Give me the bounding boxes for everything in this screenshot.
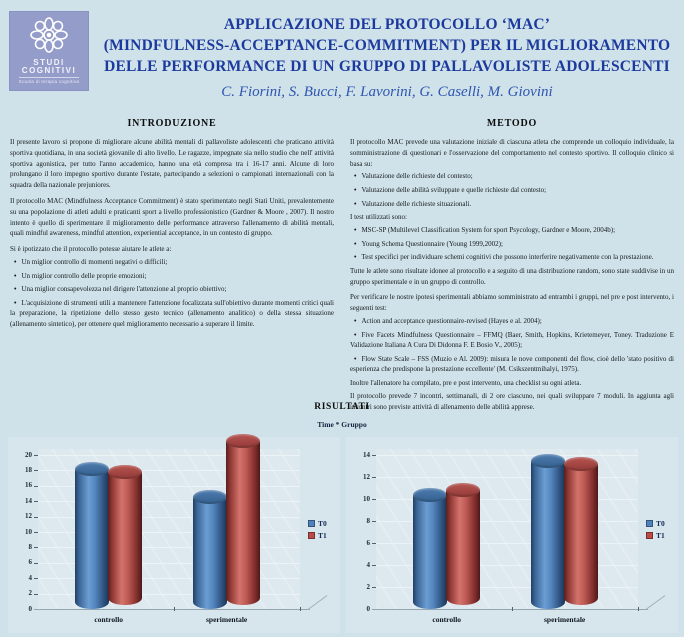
bullet-dot: • <box>354 199 357 208</box>
legend-label-T0: T0 <box>318 519 327 528</box>
bar-body <box>226 441 260 605</box>
method-paragraph-1: Il protocollo MAC prevede una valutazione iniziale di ciascuna atleta che comprende un colloquio individuale, la somministrazione di questionari e l'osservazione del comportamento nel contesto sportivo. Il colloquio clinico si basa su: <box>350 138 674 168</box>
legend-swatch-T0 <box>308 520 315 527</box>
bullet-item <box>350 171 674 182</box>
y-axis-tick-mark <box>34 486 38 487</box>
gridline <box>38 455 300 456</box>
results-heading: RISULTATI <box>314 402 370 412</box>
y-axis-tick-mark <box>34 578 38 579</box>
intro-bullet-list <box>10 257 334 330</box>
x-axis-category-label: sperimentale <box>544 615 586 624</box>
bullet-item <box>350 330 674 351</box>
y-axis-tick-label: 14 <box>363 450 370 459</box>
y-axis-tick-mark <box>372 477 376 478</box>
results-subtitle: Time * Gruppo <box>317 420 367 429</box>
method-section <box>350 118 674 417</box>
legend-label-T0: T0 <box>656 519 665 528</box>
y-axis-tick-label: 12 <box>363 472 370 481</box>
legend-row <box>308 531 327 540</box>
y-axis-tick-label: 16 <box>25 481 32 490</box>
method-heading: METODO <box>486 118 538 129</box>
method-paragraph-6: Il protocollo prevede 7 incontri, settimanali, di 2 ore ciascuno, nei quali sviluppare 7 moduli. In aggiunta agli incontri sono previste attività di allenamento delle abilità apprese. <box>350 391 674 411</box>
legend-row <box>646 531 665 540</box>
y-axis-tick-label: 10 <box>25 527 32 536</box>
bullet-item <box>350 239 674 250</box>
bullet-dot: • <box>14 257 17 266</box>
bar-top-cap <box>226 434 260 448</box>
bar-T0-sperimentale <box>531 461 565 610</box>
chart-legend <box>646 519 665 540</box>
y-axis-tick-label: 6 <box>28 558 32 567</box>
bullet-text: Valutazione delle richieste situazionali. <box>361 199 472 208</box>
bar-top-cap <box>108 465 142 479</box>
bullet-text: Test specifici per individuare schemi cognitivi che possono interferire negativamente con la prestazione. <box>361 253 654 262</box>
floor-perspective-edge <box>645 595 665 610</box>
y-axis-tick-label: 4 <box>28 573 32 582</box>
poster-title <box>100 14 674 77</box>
method-paragraph-4: Per verificare le nostre ipotesi sperimentali abbiamo somministrato ad entrambi i gruppi, nel pre e post intervento, i seguenti test: <box>350 293 674 313</box>
method-paragraph-5: Inoltre l'allenatore ha compilato, pre e post intervento, una checklist su ogni atleta. <box>350 378 582 387</box>
y-axis-tick-mark <box>34 517 38 518</box>
results-chart-right <box>346 437 678 633</box>
flower-logo-icon <box>27 17 71 57</box>
title-line-1: APPLICAZIONE DEL PROTOCOLLO ‘MAC’ <box>223 16 551 33</box>
bullet-text: Young Schema Questionnaire (Young 1999,2002); <box>361 239 503 248</box>
bullet-text: Action and acceptance questionnaire-revised (Hayes e al. 2004); <box>361 316 542 325</box>
bullet-dot: • <box>14 271 17 280</box>
y-axis-tick-mark <box>34 563 38 564</box>
y-axis-tick-label: 20 <box>25 450 32 459</box>
bar-top-cap <box>75 462 109 476</box>
y-axis-tick-mark <box>372 587 376 588</box>
bar-body <box>75 469 109 609</box>
x-axis-category-label: controllo <box>432 615 462 624</box>
bar-top-cap <box>446 483 480 497</box>
bar-body <box>193 497 227 609</box>
gridline <box>376 477 638 478</box>
gridline <box>376 455 638 456</box>
y-axis-tick-mark <box>372 521 376 522</box>
bullet-item <box>350 354 674 375</box>
title-line-2: (MINDFULNESS-ACCEPTANCE-COMMITMENT) PER IL MIGLIORAMENTO <box>103 37 671 54</box>
legend-swatch-T1 <box>646 532 653 539</box>
introduction-heading: INTRODUZIONE <box>127 118 217 129</box>
bullet-text: Un miglior controllo di momenti negativi o difficili; <box>21 257 168 266</box>
bar-T0-sperimentale <box>193 497 227 609</box>
y-axis-tick-label: 8 <box>28 542 32 551</box>
bullet-item <box>10 298 334 330</box>
bullet-text: Five Facets Mindfulness Questionnaire – FFMQ (Baer, Smith, Hopkins, Krietemeyer, Toney. Traduzione E Validazione Italiana A Cura Di Didonna F. E Bosio V., 2005); <box>350 330 674 350</box>
y-axis-tick-mark <box>372 499 376 500</box>
legend-row <box>646 519 665 528</box>
y-axis-tick-mark <box>372 565 376 566</box>
legend-label-T1: T1 <box>318 531 327 540</box>
y-axis-tick-label: 12 <box>25 512 32 521</box>
logo-org-name: STUDI COGNITIVI <box>21 58 77 75</box>
y-axis-tick-label: 2 <box>366 582 370 591</box>
bar-T1-sperimentale <box>226 441 260 605</box>
intro-paragraph-3: Si è ipotizzato che il protocollo potesse aiutare le atlete a: <box>10 245 172 254</box>
method-bullet-list-3 <box>350 316 674 375</box>
x-axis-category-label: sperimentale <box>206 615 248 624</box>
y-axis-tick-label: 2 <box>28 589 32 598</box>
bullet-item <box>350 225 674 236</box>
bullet-dot: • <box>354 316 357 325</box>
x-axis-tick-mark <box>300 607 301 611</box>
method-paragraph-2: I test utilizzati sono: <box>350 213 407 222</box>
bullet-item <box>10 284 334 295</box>
y-axis-tick-label: 4 <box>366 560 370 569</box>
x-axis-tick-mark <box>512 607 513 611</box>
method-paragraph-3: Tutte le atlete sono risultate idonee al protocollo e a seguito di una distribuzione random, sono state suddivise in un gruppo sperimentale e in un gruppo di controllo. <box>350 266 674 286</box>
y-axis-tick-label: 8 <box>366 516 370 525</box>
bar-T0-controllo <box>413 495 447 609</box>
x-axis-tick-mark <box>174 607 175 611</box>
bullet-dot: • <box>354 239 357 248</box>
bullet-dot: • <box>354 172 357 181</box>
legend-row <box>308 519 327 528</box>
x-axis-tick-mark <box>638 607 639 611</box>
bullet-dot: • <box>354 185 357 194</box>
x-axis-line <box>372 609 648 610</box>
bullet-item <box>10 257 334 268</box>
legend-swatch-T0 <box>646 520 653 527</box>
y-axis-tick-label: 0 <box>28 604 32 613</box>
title-line-3: DELLE PERFORMANCE DI UN GRUPPO DI PALLAVOLISTE ADOLESCENTI <box>104 58 670 75</box>
y-axis-tick-mark <box>34 547 38 548</box>
bar-T1-sperimentale <box>564 464 598 605</box>
bullet-dot: • <box>354 354 357 363</box>
studi-cognitivi-logo <box>10 12 88 90</box>
y-axis-tick-label: 10 <box>363 494 370 503</box>
bullet-text: Una miglior consapevolezza nel dirigere l'attenzione al proprio obiettivo; <box>21 285 227 294</box>
bullet-text: MSC-SP (Multilevel Classification System for sport Psycology, Gardner e Moore, 2004b); <box>361 225 616 234</box>
y-axis-tick-mark <box>372 455 376 456</box>
y-axis-tick-label: 14 <box>25 496 32 505</box>
bullet-text: Valutazione delle richieste del contesto; <box>361 172 473 181</box>
y-axis-tick-mark <box>372 543 376 544</box>
floor-perspective-edge <box>307 595 327 610</box>
bar-top-cap <box>564 457 598 471</box>
x-axis-line <box>34 609 310 610</box>
legend-label-T1: T1 <box>656 531 665 540</box>
bullet-item <box>350 199 674 210</box>
bar-body <box>531 461 565 610</box>
bar-top-cap <box>413 488 447 502</box>
y-axis-tick-mark <box>34 455 38 456</box>
bullet-item <box>350 316 674 327</box>
bullet-item <box>350 252 674 263</box>
bullet-text: Un miglior controllo delle proprie emozioni; <box>21 271 147 280</box>
legend-swatch-T1 <box>308 532 315 539</box>
bar-top-cap <box>531 454 565 468</box>
bullet-text: Flow State Scale – FSS (Muzio e Al. 2009): misura le nove componenti del flow, cioè dello 'stato positivo di esperienza che predispone la prestazione eccellente' (M. Csikszentmihalyi, 1975). <box>350 354 674 374</box>
bullet-item <box>10 271 334 282</box>
y-axis-tick-mark <box>34 470 38 471</box>
results-chart-left <box>8 437 340 633</box>
chart-legend <box>308 519 327 540</box>
bullet-dot: • <box>14 298 17 307</box>
method-bullet-list-2 <box>350 225 674 263</box>
bullet-dot: • <box>354 330 357 339</box>
bar-body <box>564 464 598 605</box>
introduction-section <box>10 118 334 333</box>
x-axis-category-label: controllo <box>94 615 124 624</box>
y-axis-tick-label: 18 <box>25 465 32 474</box>
y-axis-tick-label: 6 <box>366 538 370 547</box>
y-axis-tick-mark <box>34 501 38 502</box>
bar-T1-controllo <box>108 472 142 605</box>
intro-paragraph-2: Il protocollo MAC (Mindfulness Acceptance Commitment) è stato sperimentato negli Stati Uniti, prevalentemente su una popolazione di atleti adulti e praticanti sport a livello professionistico (Gardner & Moore , 2007). Il nostro intento è quello di sperimentare il miglioramento delle performance attraverso l'allenamento di abilità mentali, quali mindful awareness, mindful attention, experiential acceptance, in un contesto di gruppo. <box>10 196 334 238</box>
bar-top-cap <box>193 490 227 504</box>
method-bullet-list-1 <box>350 171 674 209</box>
y-axis-tick-mark <box>34 594 38 595</box>
y-axis-tick-label: 0 <box>366 604 370 613</box>
bar-T0-controllo <box>75 469 109 609</box>
logo-tagline: Scuola di terapia cognitiva <box>18 79 80 84</box>
bullet-dot: • <box>354 253 357 262</box>
bullet-dot: • <box>14 285 17 294</box>
authors-line: C. Fiorini, S. Bucci, F. Lavorini, G. Caselli, M. Giovini <box>221 84 553 100</box>
intro-paragraph-1: Il presente lavoro si propone di migliorare alcune abilità mentali di pallavoliste adolescenti che praticano attività sportiva quotidiana, in una società giovanile di alto livello. Le ragazze, impegnate sia nello studio che nell' attività sportiva agonistica, per tutto l'anno accademico, hanno una età compresa tra i 16-17 anni. Alcune di loro prolungano il loro impegno sportivo durante l'estate, partecipando a selezioni o campionati internazionali con la squadra della nazionale prejuniores. <box>10 138 334 190</box>
bullet-text: Valutazione delle abilità sviluppate e quelle richieste dal contesto; <box>361 185 547 194</box>
bar-body <box>446 490 480 606</box>
bar-body <box>108 472 142 605</box>
bar-body <box>413 495 447 609</box>
bullet-item <box>350 185 674 196</box>
bullet-dot: • <box>354 225 357 234</box>
bullet-text: L'acquisizione di strumenti utili a mantenere l'attenzione focalizzata sull'obiettivo durante momenti critici quali la preparazione, la ripetizione dello stesso gesto tecnico (allenamento analitico) o della stessa situazione (allenamento sintetico), per ottenere quel miglioramento necessario a superare il limite. <box>10 298 334 328</box>
y-axis-tick-mark <box>34 532 38 533</box>
bar-T1-controllo <box>446 490 480 606</box>
